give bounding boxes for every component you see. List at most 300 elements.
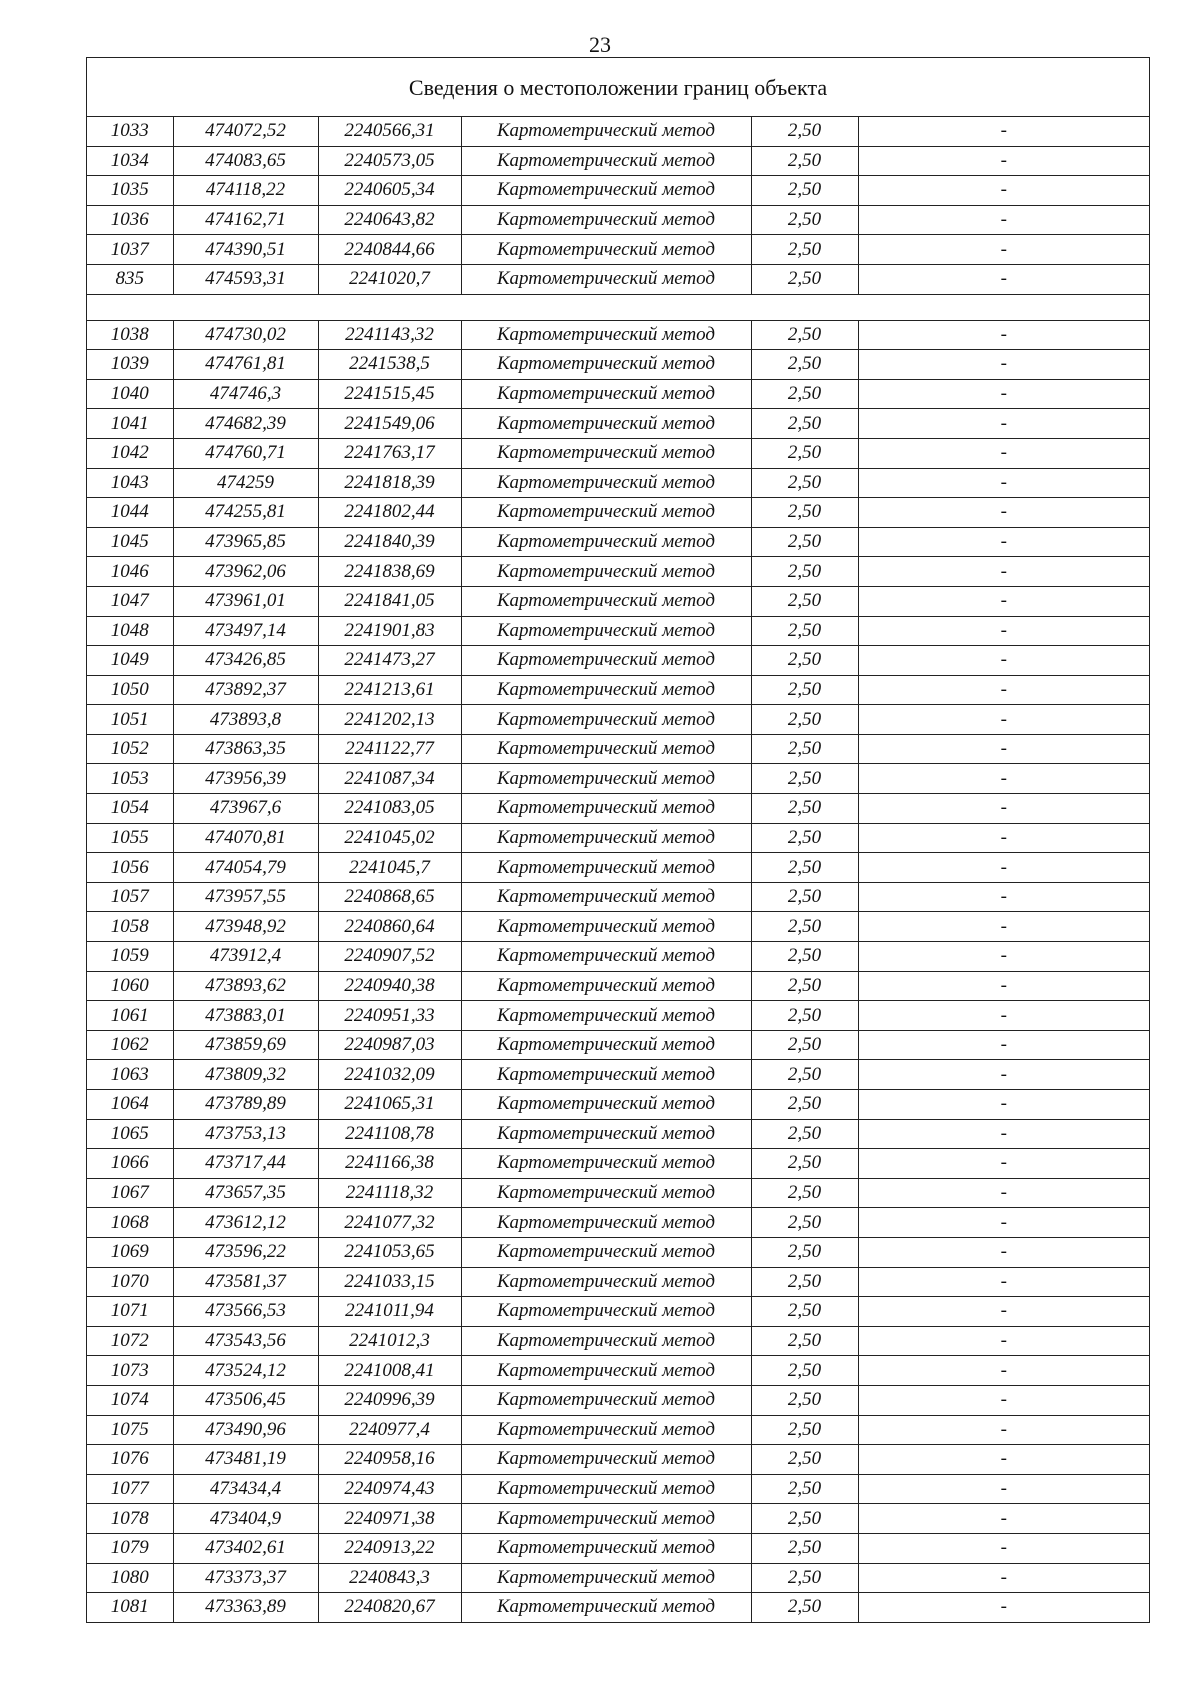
method-cell: Картометрический метод xyxy=(461,705,751,735)
point-number-cell: 1074 xyxy=(87,1385,173,1415)
note-cell: - xyxy=(858,675,1149,705)
note-cell: - xyxy=(858,646,1149,676)
x-coordinate-cell: 474070,81 xyxy=(173,823,318,853)
note-cell: - xyxy=(858,1415,1149,1445)
point-number-cell: 1078 xyxy=(87,1504,173,1534)
x-coordinate-cell: 473566,53 xyxy=(173,1297,318,1327)
y-coordinate-cell: 2241077,32 xyxy=(318,1208,461,1238)
point-number-cell: 1056 xyxy=(87,853,173,883)
table-row xyxy=(87,646,1149,676)
note-cell: - xyxy=(858,971,1149,1001)
y-coordinate-cell: 2241473,27 xyxy=(318,646,461,676)
table-row xyxy=(87,146,1149,176)
table-title: Сведения о местоположении границ объекта xyxy=(87,58,1149,117)
point-number-cell: 1034 xyxy=(87,146,173,176)
y-coordinate-cell: 2241033,15 xyxy=(318,1267,461,1297)
point-number-cell: 1051 xyxy=(87,705,173,735)
table-row xyxy=(87,176,1149,206)
x-coordinate-cell: 473543,56 xyxy=(173,1326,318,1356)
x-coordinate-cell: 473402,61 xyxy=(173,1533,318,1563)
accuracy-cell: 2,50 xyxy=(751,409,858,439)
note-cell: - xyxy=(858,379,1149,409)
note-cell: - xyxy=(858,1178,1149,1208)
table-row xyxy=(87,1533,1149,1563)
table-row xyxy=(87,557,1149,587)
point-number-cell: 1036 xyxy=(87,205,173,235)
note-cell: - xyxy=(858,823,1149,853)
table-row xyxy=(87,1208,1149,1238)
note-cell: - xyxy=(858,1563,1149,1593)
method-cell: Картометрический метод xyxy=(461,942,751,972)
method-cell: Картометрический метод xyxy=(461,912,751,942)
y-coordinate-cell: 2241213,61 xyxy=(318,675,461,705)
method-cell: Картометрический метод xyxy=(461,235,751,265)
y-coordinate-cell: 2241818,39 xyxy=(318,468,461,498)
point-number-cell: 1046 xyxy=(87,557,173,587)
note-cell: - xyxy=(858,1385,1149,1415)
method-cell: Картометрический метод xyxy=(461,350,751,380)
x-coordinate-cell: 473809,32 xyxy=(173,1060,318,1090)
point-number-cell: 1066 xyxy=(87,1149,173,1179)
x-coordinate-cell: 473404,9 xyxy=(173,1504,318,1534)
accuracy-cell: 2,50 xyxy=(751,853,858,883)
point-number-cell: 1052 xyxy=(87,734,173,764)
method-cell: Картометрический метод xyxy=(461,794,751,824)
table-row xyxy=(87,675,1149,705)
y-coordinate-cell: 2240996,39 xyxy=(318,1385,461,1415)
accuracy-cell: 2,50 xyxy=(751,1149,858,1179)
point-number-cell: 1048 xyxy=(87,616,173,646)
point-number-cell: 1055 xyxy=(87,823,173,853)
note-cell: - xyxy=(858,1326,1149,1356)
table-row xyxy=(87,264,1149,294)
accuracy-cell: 2,50 xyxy=(751,1030,858,1060)
table-row xyxy=(87,350,1149,380)
method-cell: Картометрический метод xyxy=(461,468,751,498)
y-coordinate-cell: 2240958,16 xyxy=(318,1445,461,1475)
point-number-cell: 1041 xyxy=(87,409,173,439)
method-cell: Картометрический метод xyxy=(461,146,751,176)
y-coordinate-cell: 2241083,05 xyxy=(318,794,461,824)
table-row xyxy=(87,1474,1149,1504)
accuracy-cell: 2,50 xyxy=(751,498,858,528)
note-cell: - xyxy=(858,734,1149,764)
y-coordinate-cell: 2241108,78 xyxy=(318,1119,461,1149)
x-coordinate-cell: 474255,81 xyxy=(173,498,318,528)
point-number-cell: 1080 xyxy=(87,1563,173,1593)
method-cell: Картометрический метод xyxy=(461,1297,751,1327)
accuracy-cell: 2,50 xyxy=(751,146,858,176)
point-number-cell: 1044 xyxy=(87,498,173,528)
point-number-cell: 1050 xyxy=(87,675,173,705)
point-number-cell: 1058 xyxy=(87,912,173,942)
point-number-cell: 1057 xyxy=(87,882,173,912)
table-row xyxy=(87,1356,1149,1386)
note-cell: - xyxy=(858,882,1149,912)
point-number-cell: 1063 xyxy=(87,1060,173,1090)
point-number-cell: 1054 xyxy=(87,794,173,824)
accuracy-cell: 2,50 xyxy=(751,1445,858,1475)
accuracy-cell: 2,50 xyxy=(751,1001,858,1031)
accuracy-cell: 2,50 xyxy=(751,235,858,265)
table-row xyxy=(87,1090,1149,1120)
method-cell: Картометрический метод xyxy=(461,205,751,235)
method-cell: Картометрический метод xyxy=(461,1593,751,1622)
y-coordinate-cell: 2240573,05 xyxy=(318,146,461,176)
x-coordinate-cell: 474054,79 xyxy=(173,853,318,883)
accuracy-cell: 2,50 xyxy=(751,205,858,235)
accuracy-cell: 2,50 xyxy=(751,764,858,794)
method-cell: Картометрический метод xyxy=(461,586,751,616)
note-cell: - xyxy=(858,1237,1149,1267)
table-row xyxy=(87,235,1149,265)
table-row xyxy=(87,1563,1149,1593)
note-cell: - xyxy=(858,1474,1149,1504)
note-cell: - xyxy=(858,1445,1149,1475)
note-cell: - xyxy=(858,1533,1149,1563)
point-number-cell: 1069 xyxy=(87,1237,173,1267)
x-coordinate-cell: 473962,06 xyxy=(173,557,318,587)
group-separator-cell xyxy=(87,294,1149,320)
method-cell: Картометрический метод xyxy=(461,1267,751,1297)
note-cell: - xyxy=(858,1356,1149,1386)
accuracy-cell: 2,50 xyxy=(751,176,858,206)
page-number: 23 xyxy=(589,32,611,57)
accuracy-cell: 2,50 xyxy=(751,468,858,498)
y-coordinate-cell: 2240843,3 xyxy=(318,1563,461,1593)
note-cell: - xyxy=(858,146,1149,176)
point-number-cell: 1075 xyxy=(87,1415,173,1445)
point-number-cell: 1040 xyxy=(87,379,173,409)
table-row xyxy=(87,1237,1149,1267)
y-coordinate-cell: 2240844,66 xyxy=(318,235,461,265)
accuracy-cell: 2,50 xyxy=(751,1267,858,1297)
note-cell: - xyxy=(858,1149,1149,1179)
method-cell: Картометрический метод xyxy=(461,1119,751,1149)
x-coordinate-cell: 474072,52 xyxy=(173,117,318,146)
point-number-cell: 1059 xyxy=(87,942,173,972)
y-coordinate-cell: 2241032,09 xyxy=(318,1060,461,1090)
note-cell: - xyxy=(858,705,1149,735)
method-cell: Картометрический метод xyxy=(461,646,751,676)
point-number-cell: 1076 xyxy=(87,1445,173,1475)
note-cell: - xyxy=(858,912,1149,942)
note-cell: - xyxy=(858,1593,1149,1622)
x-coordinate-cell: 473789,89 xyxy=(173,1090,318,1120)
method-cell: Картометрический метод xyxy=(461,438,751,468)
accuracy-cell: 2,50 xyxy=(751,1563,858,1593)
y-coordinate-cell: 2240971,38 xyxy=(318,1504,461,1534)
accuracy-cell: 2,50 xyxy=(751,527,858,557)
accuracy-cell: 2,50 xyxy=(751,1533,858,1563)
note-cell: - xyxy=(858,468,1149,498)
table-row xyxy=(87,853,1149,883)
group-separator-row xyxy=(87,294,1149,320)
y-coordinate-cell: 2241840,39 xyxy=(318,527,461,557)
method-cell: Картометрический метод xyxy=(461,1474,751,1504)
table-row xyxy=(87,882,1149,912)
point-number-cell: 1071 xyxy=(87,1297,173,1327)
note-cell: - xyxy=(858,205,1149,235)
table-row xyxy=(87,379,1149,409)
method-cell: Картометрический метод xyxy=(461,1060,751,1090)
table-row xyxy=(87,1267,1149,1297)
table-row xyxy=(87,823,1149,853)
note-cell: - xyxy=(858,409,1149,439)
accuracy-cell: 2,50 xyxy=(751,1208,858,1238)
table-row xyxy=(87,764,1149,794)
note-cell: - xyxy=(858,1030,1149,1060)
point-number-cell: 1042 xyxy=(87,438,173,468)
table-row xyxy=(87,705,1149,735)
note-cell: - xyxy=(858,853,1149,883)
method-cell: Картометрический метод xyxy=(461,527,751,557)
note-cell: - xyxy=(858,1208,1149,1238)
note-cell: - xyxy=(858,1090,1149,1120)
note-cell: - xyxy=(858,764,1149,794)
note-cell: - xyxy=(858,1060,1149,1090)
x-coordinate-cell: 473967,6 xyxy=(173,794,318,824)
accuracy-cell: 2,50 xyxy=(751,705,858,735)
accuracy-cell: 2,50 xyxy=(751,882,858,912)
note-cell: - xyxy=(858,794,1149,824)
coordinates-table-body xyxy=(87,117,1149,1622)
y-coordinate-cell: 2241549,06 xyxy=(318,409,461,439)
point-number-cell: 1064 xyxy=(87,1090,173,1120)
y-coordinate-cell: 2241841,05 xyxy=(318,586,461,616)
point-number-cell: 1049 xyxy=(87,646,173,676)
y-coordinate-cell: 2240987,03 xyxy=(318,1030,461,1060)
x-coordinate-cell: 473497,14 xyxy=(173,616,318,646)
y-coordinate-cell: 2241008,41 xyxy=(318,1356,461,1386)
point-number-cell: 1065 xyxy=(87,1119,173,1149)
note-cell: - xyxy=(858,557,1149,587)
table-row xyxy=(87,438,1149,468)
accuracy-cell: 2,50 xyxy=(751,438,858,468)
table-row xyxy=(87,942,1149,972)
x-coordinate-cell: 474390,51 xyxy=(173,235,318,265)
accuracy-cell: 2,50 xyxy=(751,823,858,853)
method-cell: Картометрический метод xyxy=(461,853,751,883)
x-coordinate-cell: 473965,85 xyxy=(173,527,318,557)
point-number-cell: 1039 xyxy=(87,350,173,380)
point-number-cell: 1043 xyxy=(87,468,173,498)
y-coordinate-cell: 2240940,38 xyxy=(318,971,461,1001)
point-number-cell: 1037 xyxy=(87,235,173,265)
method-cell: Картометрический метод xyxy=(461,1326,751,1356)
accuracy-cell: 2,50 xyxy=(751,1504,858,1534)
x-coordinate-cell: 473753,13 xyxy=(173,1119,318,1149)
method-cell: Картометрический метод xyxy=(461,1415,751,1445)
table-row xyxy=(87,912,1149,942)
x-coordinate-cell: 473883,01 xyxy=(173,1001,318,1031)
method-cell: Картометрический метод xyxy=(461,1149,751,1179)
table-row xyxy=(87,320,1149,350)
table-row xyxy=(87,409,1149,439)
x-coordinate-cell: 473912,4 xyxy=(173,942,318,972)
method-cell: Картометрический метод xyxy=(461,1001,751,1031)
accuracy-cell: 2,50 xyxy=(751,1090,858,1120)
x-coordinate-cell: 473893,62 xyxy=(173,971,318,1001)
note-cell: - xyxy=(858,117,1149,146)
table-row xyxy=(87,1178,1149,1208)
x-coordinate-cell: 473363,89 xyxy=(173,1593,318,1622)
accuracy-cell: 2,50 xyxy=(751,1356,858,1386)
point-number-cell: 1047 xyxy=(87,586,173,616)
x-coordinate-cell: 473859,69 xyxy=(173,1030,318,1060)
y-coordinate-cell: 2240820,67 xyxy=(318,1593,461,1622)
accuracy-cell: 2,50 xyxy=(751,646,858,676)
x-coordinate-cell: 473426,85 xyxy=(173,646,318,676)
accuracy-cell: 2,50 xyxy=(751,1593,858,1622)
accuracy-cell: 2,50 xyxy=(751,1178,858,1208)
method-cell: Картометрический метод xyxy=(461,1030,751,1060)
method-cell: Картометрический метод xyxy=(461,1356,751,1386)
x-coordinate-cell: 473524,12 xyxy=(173,1356,318,1386)
point-number-cell: 1079 xyxy=(87,1533,173,1563)
y-coordinate-cell: 2241045,7 xyxy=(318,853,461,883)
method-cell: Картометрический метод xyxy=(461,764,751,794)
note-cell: - xyxy=(858,264,1149,294)
note-cell: - xyxy=(858,616,1149,646)
method-cell: Картометрический метод xyxy=(461,117,751,146)
method-cell: Картометрический метод xyxy=(461,498,751,528)
note-cell: - xyxy=(858,1001,1149,1031)
y-coordinate-cell: 2241087,34 xyxy=(318,764,461,794)
x-coordinate-cell: 474593,31 xyxy=(173,264,318,294)
x-coordinate-cell: 473596,22 xyxy=(173,1237,318,1267)
method-cell: Картометрический метод xyxy=(461,971,751,1001)
method-cell: Картометрический метод xyxy=(461,1533,751,1563)
point-number-cell: 1077 xyxy=(87,1474,173,1504)
x-coordinate-cell: 473612,12 xyxy=(173,1208,318,1238)
y-coordinate-cell: 2240951,33 xyxy=(318,1001,461,1031)
table-row xyxy=(87,616,1149,646)
y-coordinate-cell: 2240566,31 xyxy=(318,117,461,146)
y-coordinate-cell: 2240913,22 xyxy=(318,1533,461,1563)
table-row xyxy=(87,527,1149,557)
y-coordinate-cell: 2241053,65 xyxy=(318,1237,461,1267)
table-row xyxy=(87,1445,1149,1475)
method-cell: Картометрический метод xyxy=(461,320,751,350)
point-number-cell: 1053 xyxy=(87,764,173,794)
method-cell: Картометрический метод xyxy=(461,557,751,587)
x-coordinate-cell: 474083,65 xyxy=(173,146,318,176)
x-coordinate-cell: 473490,96 xyxy=(173,1415,318,1445)
x-coordinate-cell: 473657,35 xyxy=(173,1178,318,1208)
accuracy-cell: 2,50 xyxy=(751,1385,858,1415)
point-number-cell: 1073 xyxy=(87,1356,173,1386)
table-row xyxy=(87,1119,1149,1149)
method-cell: Картометрический метод xyxy=(461,1385,751,1415)
y-coordinate-cell: 2241838,69 xyxy=(318,557,461,587)
accuracy-cell: 2,50 xyxy=(751,379,858,409)
y-coordinate-cell: 2241143,32 xyxy=(318,320,461,350)
note-cell: - xyxy=(858,320,1149,350)
y-coordinate-cell: 2241538,5 xyxy=(318,350,461,380)
method-cell: Картометрический метод xyxy=(461,675,751,705)
x-coordinate-cell: 473434,4 xyxy=(173,1474,318,1504)
note-cell: - xyxy=(858,527,1149,557)
method-cell: Картометрический метод xyxy=(461,1445,751,1475)
accuracy-cell: 2,50 xyxy=(751,320,858,350)
y-coordinate-cell: 2241011,94 xyxy=(318,1297,461,1327)
accuracy-cell: 2,50 xyxy=(751,734,858,764)
x-coordinate-cell: 474259 xyxy=(173,468,318,498)
x-coordinate-cell: 474760,71 xyxy=(173,438,318,468)
method-cell: Картометрический метод xyxy=(461,1208,751,1238)
point-number-cell: 1045 xyxy=(87,527,173,557)
y-coordinate-cell: 2241166,38 xyxy=(318,1149,461,1179)
x-coordinate-cell: 473893,8 xyxy=(173,705,318,735)
method-cell: Картометрический метод xyxy=(461,1563,751,1593)
y-coordinate-cell: 2240977,4 xyxy=(318,1415,461,1445)
y-coordinate-cell: 2241020,7 xyxy=(318,264,461,294)
table-row xyxy=(87,498,1149,528)
x-coordinate-cell: 473506,45 xyxy=(173,1385,318,1415)
accuracy-cell: 2,50 xyxy=(751,350,858,380)
accuracy-cell: 2,50 xyxy=(751,942,858,972)
method-cell: Картометрический метод xyxy=(461,823,751,853)
table-row xyxy=(87,734,1149,764)
accuracy-cell: 2,50 xyxy=(751,1415,858,1445)
y-coordinate-cell: 2241122,77 xyxy=(318,734,461,764)
y-coordinate-cell: 2241012,3 xyxy=(318,1326,461,1356)
x-coordinate-cell: 473481,19 xyxy=(173,1445,318,1475)
y-coordinate-cell: 2241901,83 xyxy=(318,616,461,646)
note-cell: - xyxy=(858,1119,1149,1149)
accuracy-cell: 2,50 xyxy=(751,1297,858,1327)
x-coordinate-cell: 473892,37 xyxy=(173,675,318,705)
note-cell: - xyxy=(858,1297,1149,1327)
accuracy-cell: 2,50 xyxy=(751,1474,858,1504)
x-coordinate-cell: 473863,35 xyxy=(173,734,318,764)
x-coordinate-cell: 474682,39 xyxy=(173,409,318,439)
point-number-cell: 1060 xyxy=(87,971,173,1001)
table-row xyxy=(87,1504,1149,1534)
y-coordinate-cell: 2240605,34 xyxy=(318,176,461,206)
y-coordinate-cell: 2240643,82 xyxy=(318,205,461,235)
accuracy-cell: 2,50 xyxy=(751,616,858,646)
point-number-cell: 1033 xyxy=(87,117,173,146)
note-cell: - xyxy=(858,942,1149,972)
accuracy-cell: 2,50 xyxy=(751,586,858,616)
x-coordinate-cell: 473717,44 xyxy=(173,1149,318,1179)
accuracy-cell: 2,50 xyxy=(751,912,858,942)
table-row xyxy=(87,117,1149,146)
table-row xyxy=(87,1326,1149,1356)
note-cell: - xyxy=(858,438,1149,468)
accuracy-cell: 2,50 xyxy=(751,794,858,824)
table-row xyxy=(87,794,1149,824)
x-coordinate-cell: 474118,22 xyxy=(173,176,318,206)
table-row xyxy=(87,1415,1149,1445)
point-number-cell: 1035 xyxy=(87,176,173,206)
method-cell: Картометрический метод xyxy=(461,409,751,439)
accuracy-cell: 2,50 xyxy=(751,1060,858,1090)
accuracy-cell: 2,50 xyxy=(751,557,858,587)
method-cell: Картометрический метод xyxy=(461,264,751,294)
table-row xyxy=(87,1001,1149,1031)
point-number-cell: 1061 xyxy=(87,1001,173,1031)
table-row xyxy=(87,971,1149,1001)
y-coordinate-cell: 2240974,43 xyxy=(318,1474,461,1504)
y-coordinate-cell: 2241065,31 xyxy=(318,1090,461,1120)
note-cell: - xyxy=(858,1267,1149,1297)
point-number-cell: 1062 xyxy=(87,1030,173,1060)
y-coordinate-cell: 2241515,45 xyxy=(318,379,461,409)
table-row xyxy=(87,1593,1149,1622)
